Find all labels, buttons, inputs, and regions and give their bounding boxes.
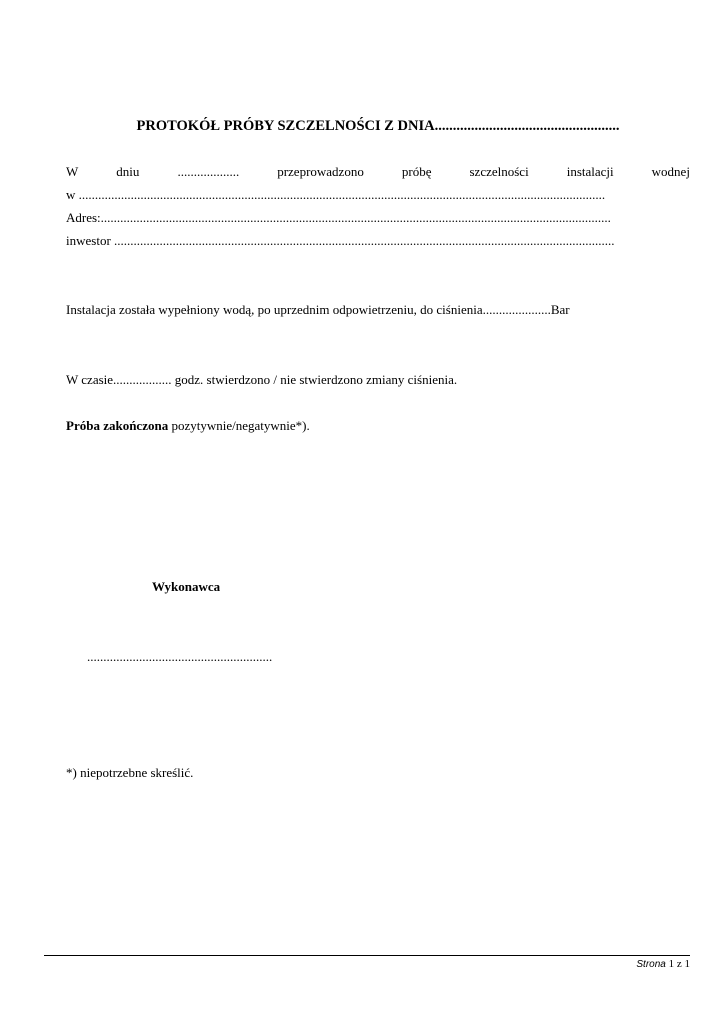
footer-divider [44, 955, 690, 956]
page-counter [636, 958, 690, 970]
intro-word: W [66, 164, 79, 179]
location-line: w .................................................................................................................................................................. [66, 187, 606, 202]
page-of: z [676, 958, 682, 970]
intro-word: przeprowadzono [277, 164, 364, 179]
page-number: 1 [668, 958, 675, 970]
intro-word: próbę [401, 164, 432, 179]
intro-word: dniu [116, 164, 140, 179]
intro-word: szczelności [469, 164, 529, 179]
duration-line: W czasie.................. godz. stwierdzono / nie stwierdzono zmiany ciśnienia. [66, 372, 458, 387]
intro-word: wodnej [651, 164, 690, 179]
page-word: Strona [636, 959, 666, 970]
contractor-label: Wykonawca [152, 579, 221, 594]
intro-word: ................... [177, 164, 240, 179]
intro-line [66, 164, 690, 180]
address-line: Adres:............................................................................................................................................................. [66, 210, 611, 225]
signature-line: ......................................................... [87, 649, 273, 664]
page-total: 1 [684, 958, 690, 970]
pressure-line: Instalacja została wypełniony wodą, po uprzednim odpowietrzeniu, do ciśnienia.....................Bar [66, 302, 570, 317]
intro-word: instalacji [566, 164, 614, 179]
result-label: Próba zakończona [66, 418, 169, 433]
footnote: *) niepotrzebne skreślić. [66, 765, 194, 780]
investor-line: inwestor .......................................................................................................................................................... [66, 233, 615, 248]
document-title: PROTOKÓŁ PRÓBY SZCZELNOŚCI Z DNIA................................................... [136, 118, 620, 134]
result-line [66, 418, 310, 434]
result-options: pozytywnie/negatywnie*). [168, 418, 310, 433]
